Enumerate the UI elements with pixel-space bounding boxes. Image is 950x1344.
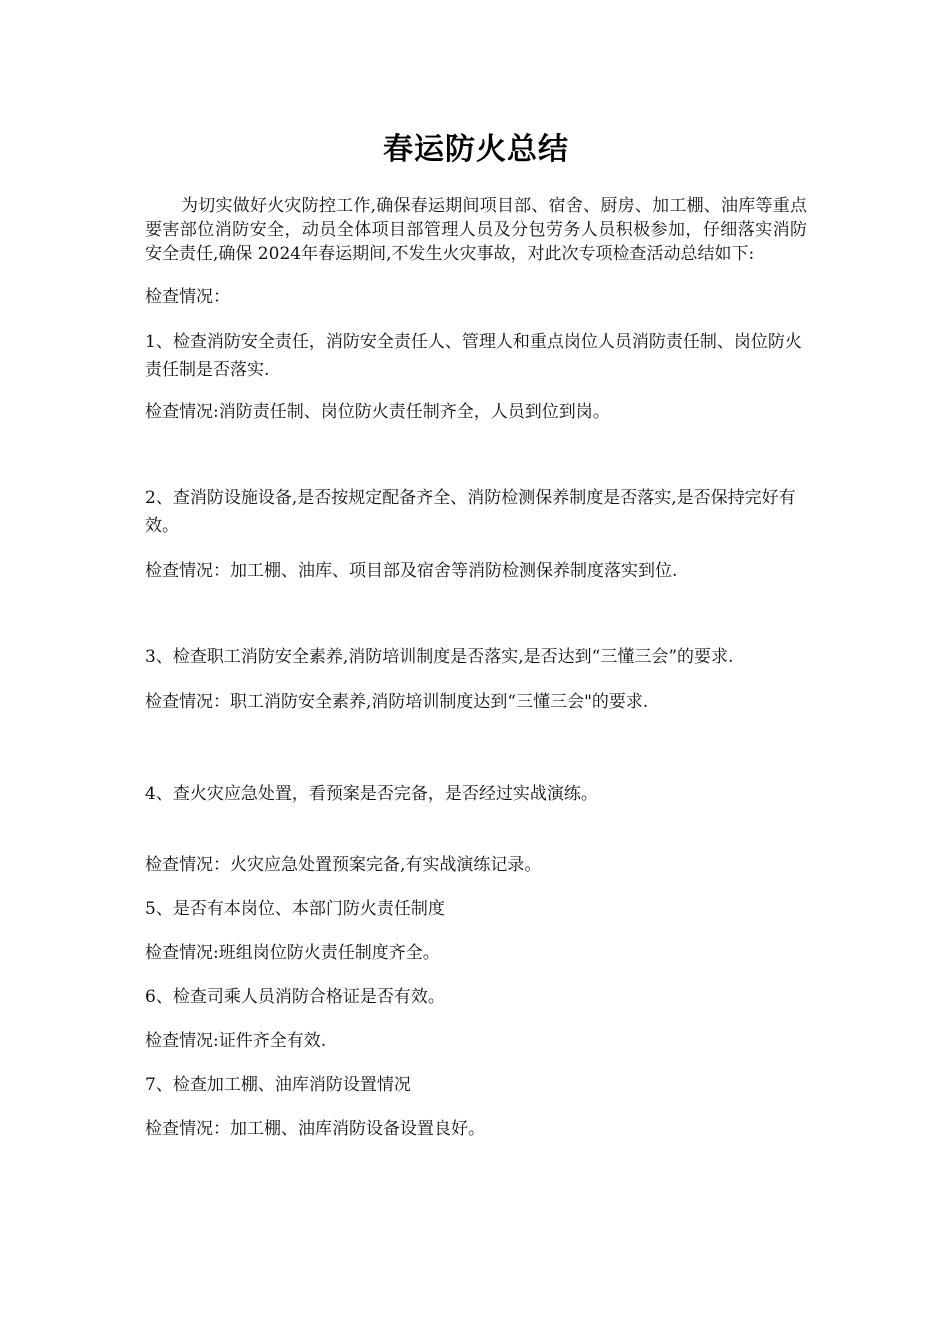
check-result-4: 检查情况：火灾应急处置预案完备,有实战演练记录。 bbox=[145, 855, 542, 875]
section-heading: 检查情况： bbox=[145, 287, 230, 307]
check-item-5: 5、是否有本岗位、本部门防火责任制度 bbox=[145, 899, 445, 919]
check-result-7: 检查情况：加工棚、油库消防设备设置良好。 bbox=[145, 1119, 485, 1139]
check-item-3: 3、检查职工消防安全素养,消防培训制度是否落实,是否达到“三懂三会”的要求. bbox=[145, 647, 734, 667]
check-item-4: 4、查火灾应急处置，看预案是否完备，是否经过实战演练。 bbox=[145, 784, 598, 804]
check-item-7: 7、检查加工棚、油库消防设置情况 bbox=[145, 1075, 411, 1095]
document-body bbox=[145, 128, 807, 1143]
intro-paragraph: 为切实做好火灾防控工作,确保春运期间项目部、宿舍、厨房、加工棚、油库等重点要害部位消防安全，动员全体项目部管理人员及分包劳务人员积极参加，仔细落实消防安全责任,确保 2024年春运期间,不发生火灾事故，对此次专项检查活动总结如下: bbox=[145, 196, 807, 264]
check-result-6: 检查情况:证件齐全有效. bbox=[145, 1031, 327, 1051]
check-item-6: 6、检查司乘人员消防合格证是否有效。 bbox=[145, 987, 445, 1007]
document-title: 春运防火总结 bbox=[383, 132, 569, 167]
check-result-3: 检查情况：职工消防安全素养,消防培训制度达到“三懂三会"的要求. bbox=[145, 692, 649, 712]
check-result-1: 检查情况:消防责任制、岗位防火责任制齐全，人员到位到岗。 bbox=[145, 402, 610, 422]
check-item-2: 2、查消防设施设备,是否按规定配备齐全、消防检测保养制度是否落实,是否保持完好有效。 bbox=[145, 488, 796, 536]
check-item-1: 1、检查消防安全责任，消防安全责任人、管理人和重点岗位人员消防责任制、岗位防火责任制是否落实. bbox=[145, 332, 802, 380]
check-result-2: 检查情况：加工棚、油库、项目部及宿舍等消防检测保养制度落实到位. bbox=[145, 561, 678, 581]
check-result-5: 检查情况:班组岗位防火责任制度齐全。 bbox=[145, 943, 440, 963]
